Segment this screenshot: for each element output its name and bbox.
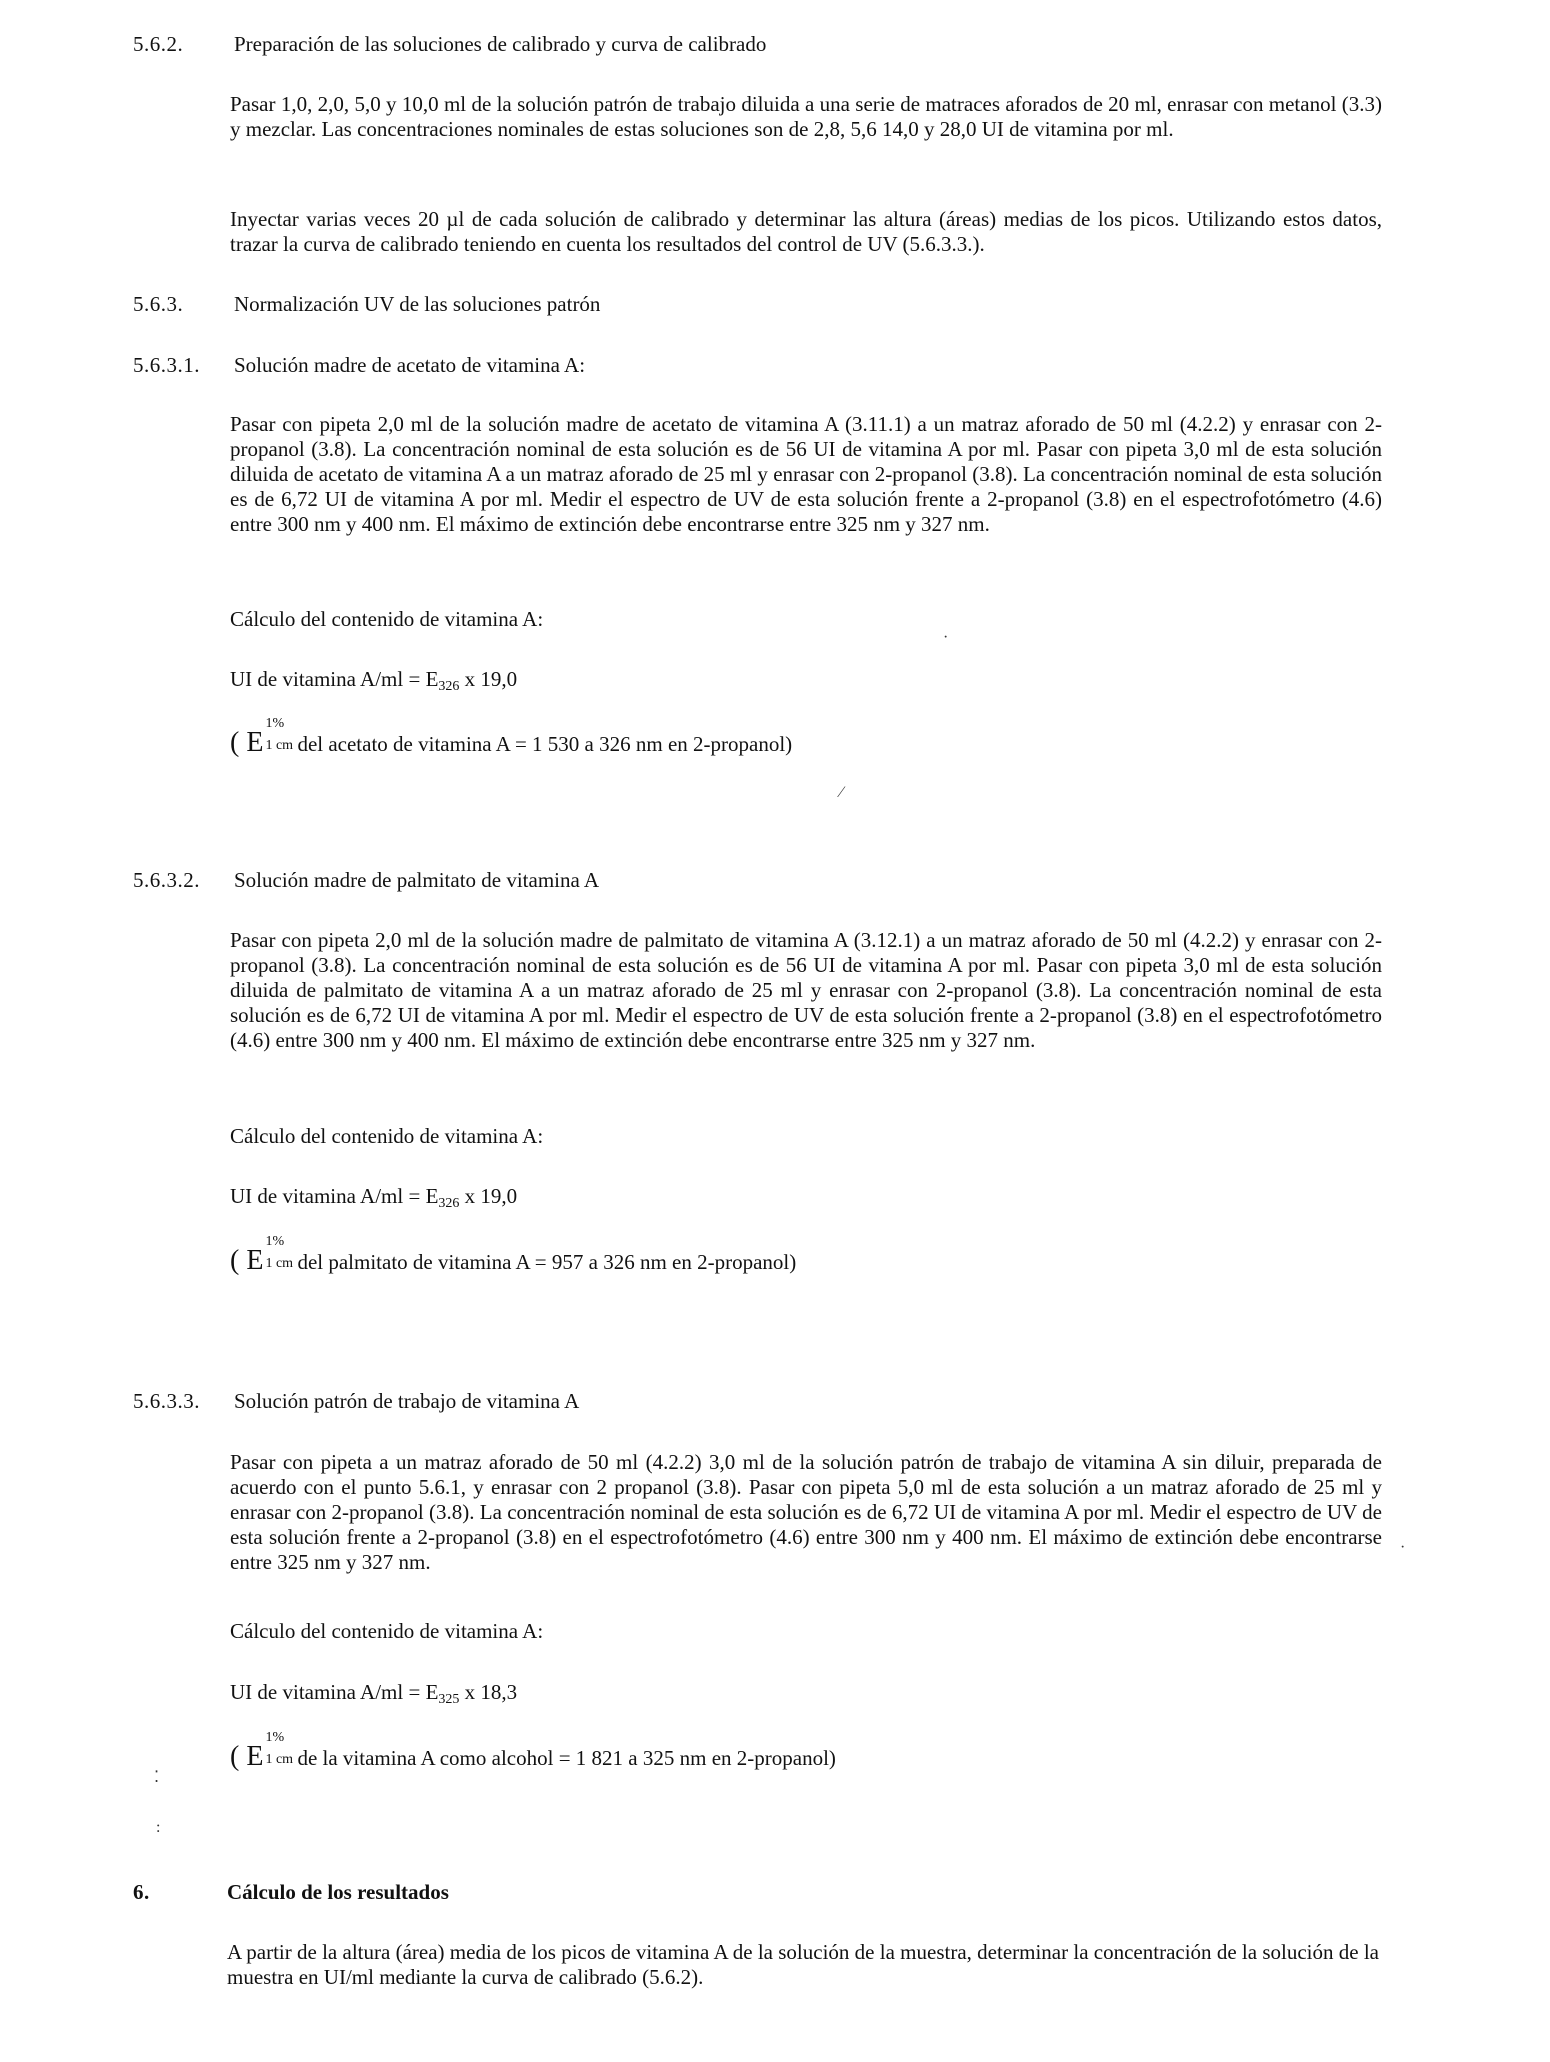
formula (230, 667, 517, 692)
section-heading: Solución patrón de trabajo de vitamina A (234, 1389, 580, 1413)
paragraph: Inyectar varias veces 20 µl de cada solución de calibrado y determinar las altura (áreas) medias de los picos. Utilizando estos datos, trazar la curva de calibrado teniendo en cuenta los resultados del control de UV (5.6.3.3.). (230, 207, 1382, 256)
formula-rhs: x 19,0 (459, 1184, 518, 1208)
section-number: 5.6.3. (133, 292, 184, 316)
extinction-symbol: ( E (230, 1741, 264, 1772)
calculation-label: Cálculo del contenido de vitamina A: (230, 607, 544, 631)
extinction-text: del acetato de vitamina A = 1 530 a 326 nm en 2-propanol) (297, 732, 793, 756)
extinction-subscript: 1 cm (265, 1752, 294, 1767)
section-number: 5.6.3.1. (133, 353, 200, 377)
section-heading: Preparación de las soluciones de calibrado y curva de calibrado (234, 32, 767, 56)
formula-subscript: 326 (438, 1196, 460, 1211)
formula (230, 1680, 517, 1705)
extinction-subscript: 1 cm (265, 1256, 294, 1271)
section-number: 5.6.2. (133, 32, 184, 56)
extinction-superscript: 1% (265, 1730, 285, 1745)
extinction-symbol: ( E (230, 727, 264, 758)
scan-speck: · (1400, 1539, 1406, 1556)
extinction-indices (263, 716, 297, 753)
scan-speck: : (156, 1819, 161, 1836)
calculation-label: Cálculo del contenido de vitamina A: (230, 1124, 544, 1148)
paragraph: A partir de la altura (área) media de los picos de vitamina A de la solución de la muestra, determinar la concentración de la solución de la muestra en UI/ml mediante la curva de calibrado (5.6.2). (227, 1940, 1379, 1989)
extinction-symbol: ( E (230, 1245, 264, 1276)
formula-lhs: UI de vitamina A/ml = E (230, 667, 439, 691)
extinction-superscript: 1% (265, 1234, 285, 1249)
paragraph: Pasar con pipeta a un matraz aforado de 50 ml (4.2.2) 3,0 ml de la solución patrón de trabajo de vitamina A sin diluir, preparada de acuerdo con el punto 5.6.1, y enrasar con 2 propanol (3.8). Pasar con pipeta 5,0 ml de esta solución a un matraz aforado de 25 ml y enrasar con 2-propanol (3.8). La concentración nominal de esta solución es de 6,72 UI de vitamina A por ml. Medir el espectro de UV de esta solución frente a 2-propanol (3.8) en el espectrofotómetro (4.6) entre 300 nm y 400 nm. El máximo de extinción debe encontrarse entre 325 nm y 327 nm. (230, 1450, 1382, 1574)
formula-subscript: 325 (438, 1692, 460, 1707)
paragraph: Pasar con pipeta 2,0 ml de la solución madre de acetato de vitamina A (3.11.1) a un matraz aforado de 50 ml (4.2.2) y enrasar con 2-propanol (3.8). La concentración nominal de esta solución es de 56 UI de vitamina A por ml. Pasar con pipeta 3,0 ml de esta solución diluida de acetato de vitamina A a un matraz aforado de 25 ml y enrasar con 2-propanol (3.8). La concentración nominal de esta solución es de 6,72 UI de vitamina A por ml. Medir el espectro de UV de esta solución frente a 2-propanol (3.8) en el espectrofotómetro (4.6) entre 300 nm y 400 nm. El máximo de extinción debe encontrarse entre 325 nm y 327 nm. (230, 412, 1382, 536)
formula-subscript: 326 (438, 679, 460, 694)
extinction-note (230, 716, 793, 758)
calculation-label: Cálculo del contenido de vitamina A: (230, 1619, 544, 1643)
extinction-indices (263, 1730, 297, 1767)
paragraph: Pasar con pipeta 2,0 ml de la solución madre de palmitato de vitamina A (3.12.1) a un matraz aforado de 50 ml (4.2.2) y enrasar con 2-propanol (3.8). La concentración nominal de esta solución es de 56 UI de vitamina A por ml. Pasar con pipeta 3,0 ml de esta solución diluida de palmitato de vitamina A a un matraz aforado de 25 ml y enrasar con 2-propanol (3.8). La concentración nominal de esta solución es de 6,72 UI de vitamina A por ml. Medir el espectro de UV de esta solución frente a 2-propanol (3.8) en el espectrofotómetro (4.6) entre 300 nm y 400 nm. El máximo de extinción debe encontrarse entre 325 nm y 327 nm. (230, 928, 1382, 1052)
extinction-indices (263, 1234, 297, 1271)
formula (230, 1184, 517, 1209)
section-heading: Cálculo de los resultados (227, 1880, 449, 1904)
section-heading: Solución madre de palmitato de vitamina A (234, 868, 600, 892)
section-heading: Solución madre de acetato de vitamina A: (234, 353, 586, 377)
formula-lhs: UI de vitamina A/ml = E (230, 1184, 439, 1208)
formula-lhs: UI de vitamina A/ml = E (230, 1680, 439, 1704)
scan-speck: ⁄ (840, 784, 843, 801)
section-heading: Normalización UV de las soluciones patrón (234, 292, 601, 316)
formula-rhs: x 18,3 (459, 1680, 518, 1704)
extinction-text: de la vitamina A como alcohol = 1 821 a 325 nm en 2-propanol) (297, 1746, 836, 1770)
section-number: 6. (133, 1880, 150, 1904)
extinction-note (230, 1730, 836, 1772)
paragraph: Pasar 1,0, 2,0, 5,0 y 10,0 ml de la solución patrón de trabajo diluida a una serie de matraces aforados de 20 ml, enrasar con metanol (3.3) y mezclar. Las concentraciones nominales de estas soluciones son de 2,8, 5,6 14,0 y 28,0 UI de vitamina por ml. (230, 92, 1382, 141)
scan-speck: ⁚ (154, 1769, 160, 1786)
section-number: 5.6.3.3. (133, 1389, 200, 1413)
section-number: 5.6.3.2. (133, 868, 200, 892)
scan-speck: · (943, 629, 949, 646)
extinction-subscript: 1 cm (265, 738, 294, 753)
extinction-text: del palmitato de vitamina A = 957 a 326 nm en 2-propanol) (297, 1250, 797, 1274)
extinction-note (230, 1234, 797, 1276)
formula-rhs: x 19,0 (459, 667, 518, 691)
extinction-superscript: 1% (265, 716, 285, 731)
